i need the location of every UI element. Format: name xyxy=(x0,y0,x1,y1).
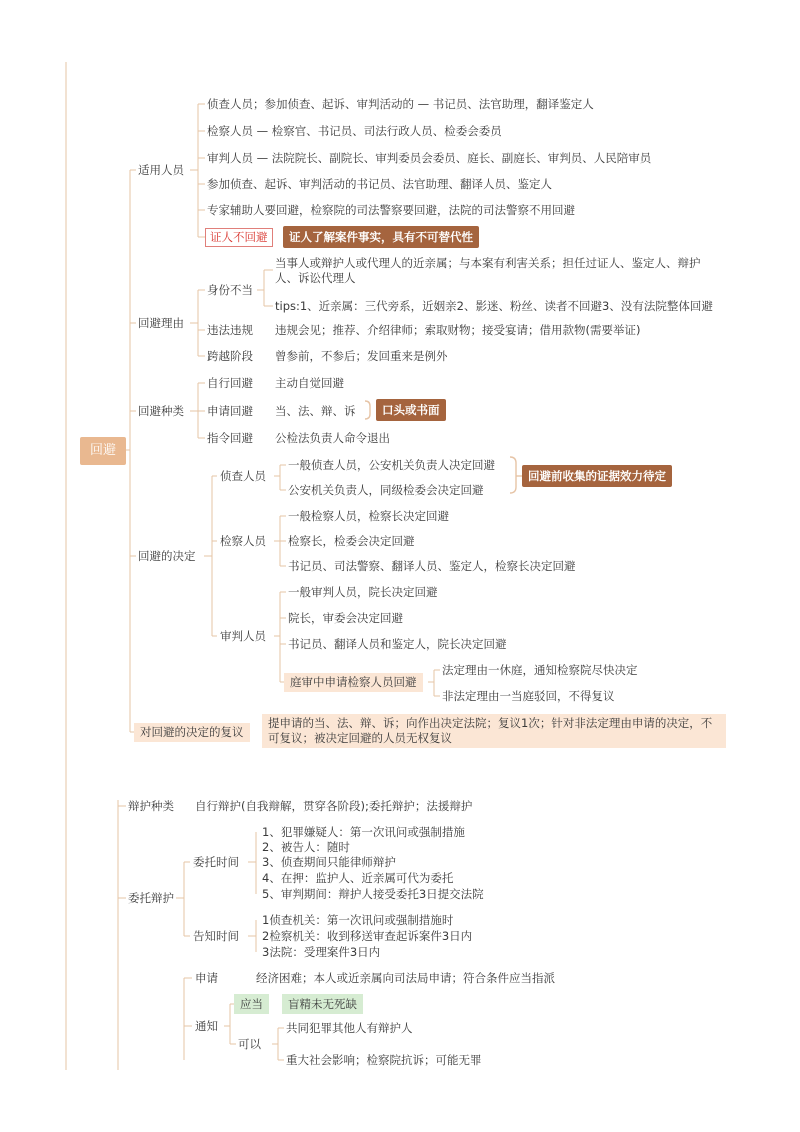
prosecutor-label: 检察人员 xyxy=(220,534,266,548)
node-reasons: 回避理由 xyxy=(138,316,184,330)
may-label: 可以 xyxy=(238,1037,261,1051)
judge-label: 审判人员 xyxy=(220,629,266,643)
notice-time-label: 告知时间 xyxy=(193,929,239,943)
prosecutor-item: 检察长，检委会决定回避 xyxy=(288,534,415,548)
investigator-item: 公安机关负责人，同级检委会决定回避 xyxy=(288,483,484,497)
applicable-item: 检察人员 — 检察官、书记员、司法行政人员、检委会委员 xyxy=(207,124,502,138)
identity-text: 当事人或辩护人或代理人的近亲属；与本案有利害关系；担任过证人、鉴定人、辩护人、诉讼代理人 xyxy=(275,256,701,285)
illegal-label: 违法违规 xyxy=(207,323,253,337)
apply-tag: 口头或书面 xyxy=(376,399,446,421)
judge-item: 院长，审委会决定回避 xyxy=(288,611,403,625)
court-item: 非法定理由一当庭驳回，不得复议 xyxy=(442,689,615,703)
applicable-item: 参加侦查、起诉、审判活动的书记员、法官助理、翻译人员、鉴定人 xyxy=(207,177,552,191)
notice-time-item: 3法院：受理案件3日内 xyxy=(262,945,381,959)
defense-types-text: 自行辩护(自我辩解，贯穿各阶段);委托辩护；法援辩护 xyxy=(195,799,473,813)
prosecutor-item: 书记员、司法警察、翻译人员、鉴定人，检察长决定回避 xyxy=(288,559,576,573)
entrust-time-label: 委托时间 xyxy=(193,855,239,869)
entrust-time-item: 3、侦查期间只能律师辩护 xyxy=(262,855,396,869)
self-label: 自行回避 xyxy=(207,376,253,390)
entrust-time-item: 5、审判期间：辩护人接受委托3日提交法院 xyxy=(262,887,484,901)
legal-aid-apply-label: 申请 xyxy=(195,971,218,985)
applicable-item: 审判人员 — 法院院长、副院长、审判委员会委员、庭长、副庭长、审判员、人民陪审员 xyxy=(207,151,652,165)
self-text: 主动自觉回避 xyxy=(275,376,344,390)
illegal-text: 违规会见；推荐、介绍律师；索取财物；接受宴请；借用款物(需要举证) xyxy=(275,323,641,337)
notify-label: 通知 xyxy=(195,1019,218,1033)
entrust-time-item: 2、被告人：随时 xyxy=(262,840,350,854)
node-applicable: 适用人员 xyxy=(138,163,184,177)
defense-types-label: 辩护种类 xyxy=(128,799,174,813)
order-label: 指令回避 xyxy=(207,431,253,445)
review-text: 提申请的当、法、辩、诉；向作出决定法院；复议1次；针对非法定理由申请的决定，不可复议；被决定回避的人员无权复议 xyxy=(262,714,726,748)
judge-item: 一般审判人员，院长决定回避 xyxy=(288,585,438,599)
applicable-item: 专家辅助人要回避，检察院的司法警察要回避，法院的司法警察不用回避 xyxy=(207,203,575,217)
node-decision: 回避的决定 xyxy=(138,549,196,563)
legal-aid-apply-text: 经济困难；本人或近亲属向司法局申请；符合条件应当指派 xyxy=(256,971,555,985)
apply-text: 当、法、辩、诉 xyxy=(275,404,356,418)
applicable-item: 侦查人员；参加侦查、起诉、审判活动的 — 书记员、法官助理，翻译鉴定人 xyxy=(207,97,594,111)
entrust-label: 委托辩护 xyxy=(128,891,174,905)
witness-reason-tag: 证人了解案件事实，具有不可替代性 xyxy=(283,226,479,248)
stage-label: 跨越阶段 xyxy=(207,349,253,363)
entrust-time-item: 4、在押：监护人、近亲属可代为委托 xyxy=(262,871,454,885)
apply-label: 申请回避 xyxy=(207,404,253,418)
notice-time-item: 1侦查机关：第一次讯问或强制措施时 xyxy=(262,913,454,927)
investigator-tag: 回避前收集的证据效力待定 xyxy=(522,465,672,487)
stage-text: 曾参前，不参后；发回重来是例外 xyxy=(275,349,448,363)
investigator-item: 一般侦查人员，公安机关负责人决定回避 xyxy=(288,458,495,472)
node-review: 对回避的决定的复议 xyxy=(134,723,250,742)
entrust-time-item: 1、犯罪嫌疑人：第一次讯问或强制措施 xyxy=(262,825,465,839)
should-label: 应当 xyxy=(234,994,269,1014)
notice-time-item: 2检察机关：收到移送审查起诉案件3日内 xyxy=(262,929,473,943)
may-item: 共同犯罪其他人有辩护人 xyxy=(286,1021,413,1035)
witness-node: 证人不回避 xyxy=(205,228,273,247)
investigator-label: 侦查人员 xyxy=(220,469,266,483)
root-node: 回避 xyxy=(80,437,126,465)
should-text: 盲精未无死缺 xyxy=(282,994,363,1014)
identity-tips: tips:1、近亲属：三代旁系，近姻亲2、影迷、粉丝、读者不回避3、没有法院整体回避 xyxy=(275,299,713,313)
prosecutor-item: 一般检察人员，检察长决定回避 xyxy=(288,509,449,523)
identity-label: 身份不当 xyxy=(207,283,253,297)
judge-item: 书记员、翻译人员和鉴定人，院长决定回避 xyxy=(288,637,507,651)
may-item: 重大社会影响；检察院抗诉；可能无罪 xyxy=(286,1053,482,1067)
node-types: 回避种类 xyxy=(138,404,184,418)
court-label: 庭审中申请检察人员回避 xyxy=(284,673,423,692)
order-text: 公检法负责人命令退出 xyxy=(275,431,390,445)
court-item: 法定理由一休庭，通知检察院尽快决定 xyxy=(442,663,638,677)
